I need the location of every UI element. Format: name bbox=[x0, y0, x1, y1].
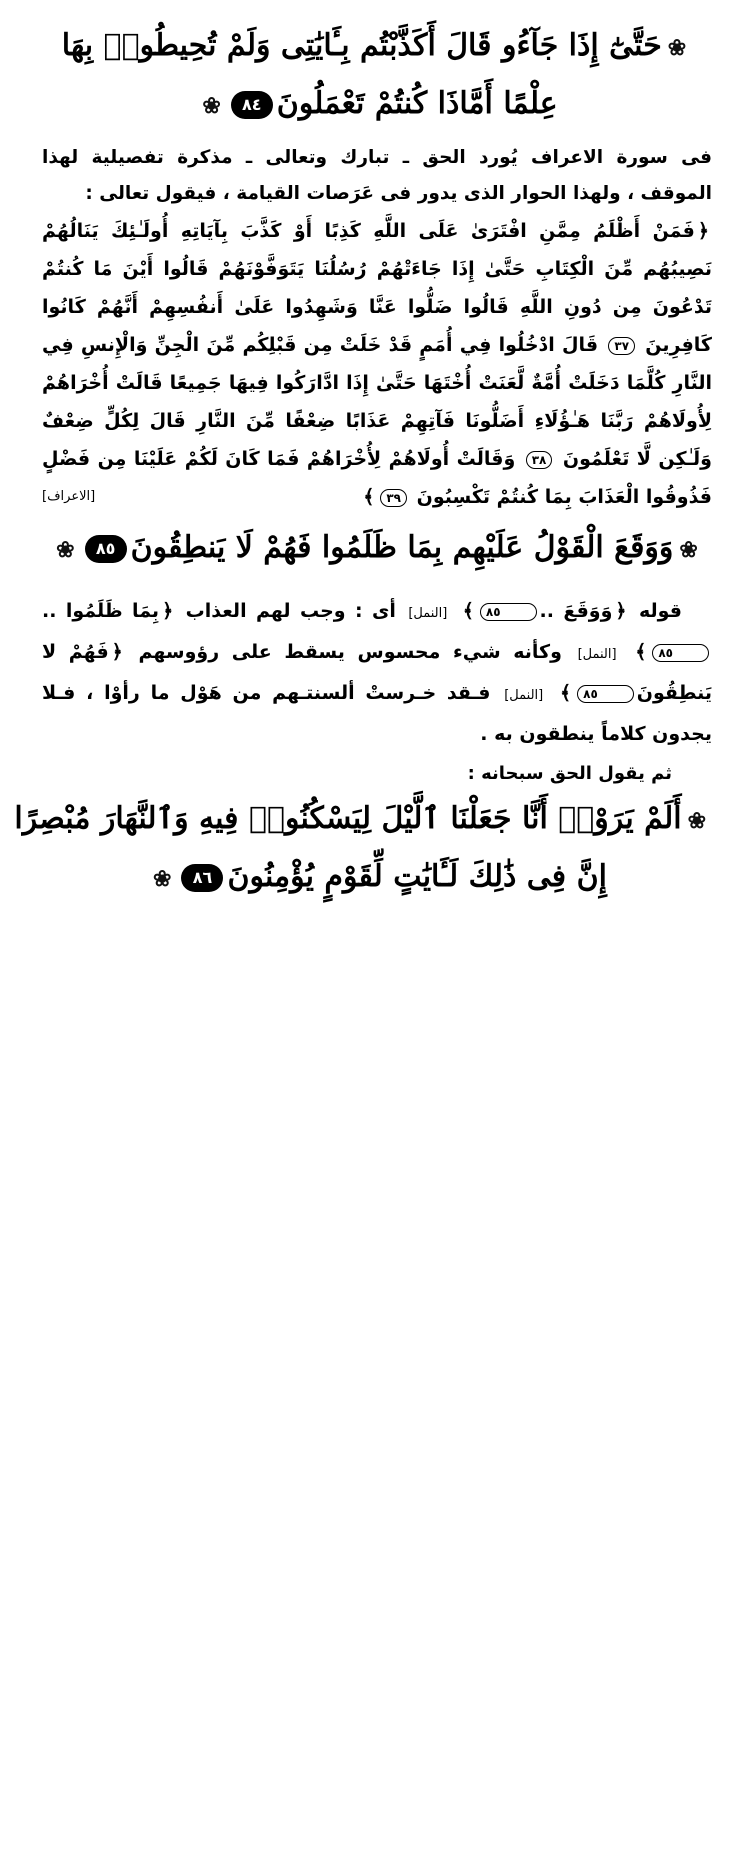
ornament-icon: ❀ bbox=[153, 866, 172, 892]
verse-86-block bbox=[14, 791, 712, 907]
ornament-icon: ❀ bbox=[56, 537, 75, 563]
brace-close: ﴾ bbox=[559, 682, 572, 704]
commentary-num-1: ٨٥ bbox=[480, 603, 537, 621]
verse-84-line-2 bbox=[42, 76, 712, 134]
ornament-icon: ❀ bbox=[679, 537, 698, 563]
commentary-num-3: ٨٥ bbox=[577, 685, 634, 703]
intro-paragraph: فى سورة الاعراف يُورد الحق ـ تبارك وتعالى ـ مذكرة تفصيلية لهذا الموقف ، ولهذا الحوار الذى يدور فى عَرَصات القيامة ، فيقول تعالى : bbox=[42, 147, 712, 204]
commentary-num-2: ٨٥ bbox=[652, 644, 709, 662]
verse-84-text-2: عِلْمًا أَمَّاذَا كُنتُمْ تَعْمَلُونَ bbox=[276, 86, 558, 121]
commentary-quote-1: وَوَقَعَ .. bbox=[539, 600, 613, 622]
commentary-quote-2: بِمَا ظَلَمُوا .. bbox=[42, 600, 160, 622]
commentary-word-1: قوله bbox=[638, 600, 682, 622]
verse-84-text-1: حَتَّىٰٓ إِذَا جَآءُو قَالَ أَكَذَّبْتُم بِـَٔايَٰتِى وَلَمْ تُحِيطُوا۟ بِهَا bbox=[61, 28, 662, 63]
commentary-tag-1: [النمل] bbox=[408, 606, 448, 621]
verse-85-line bbox=[42, 520, 712, 578]
brace-open: ﴿ bbox=[111, 641, 123, 663]
commentary-tag-3: [النمل] bbox=[504, 688, 544, 703]
verse-86-line-1 bbox=[14, 791, 712, 849]
brace-close: ﴾ bbox=[462, 600, 474, 622]
araf-quote bbox=[42, 212, 712, 516]
verse-84-number: ٨٤ bbox=[231, 91, 273, 119]
commentary-word-2: أى : وجب لهم العذاب bbox=[185, 600, 396, 622]
brace-open: ﴿ bbox=[162, 600, 174, 622]
verse-39-number: ٣٩ bbox=[380, 489, 407, 507]
araf-quote-part-1: فَمَنْ أَظْلَمُ مِمَّنِ افْتَرَىٰ عَلَى اللَّهِ كَذِبًا أَوْ كَذَّبَ بِآيَاتِهِ أُولَـٰئِكَ يَنَالُهُمْ نَصِيبُهُم مِّنَ الْكِتَابِ حَتَّىٰ إِذَا جَاءَتْهُمْ رُسُلُنَا يَتَوَفَّوْنَهُمْ قَالُوا أَيْنَ مَا كُنتُمْ تَدْعُونَ مِن دُونِ اللَّهِ قَالُوا ضَلُّوا عَنَّا وَشَهِدُوا عَلَىٰ أَنفُسِهِمْ أَنَّهُمْ كَانُوا كَافِرِينَ bbox=[42, 220, 712, 356]
verse-85-number: ٨٥ bbox=[85, 535, 127, 563]
commentary-word-3: وكأنه شيء محسوس يسقط على رؤوسهم bbox=[138, 641, 562, 663]
quote-open-brace: ﴿ bbox=[697, 220, 709, 242]
book-page bbox=[16, 8, 738, 998]
verse-84-line-1 bbox=[42, 18, 712, 76]
araf-quote-part-3: وَقَالَتْ أُولَاهُمْ لِأُخْرَاهُمْ فَمَا كَانَ لَكُمْ عَلَيْنَا مِن فَضْلٍ فَذُوقُوا الْعَذَابَ بِمَا كُنتُمْ تَكْسِبُونَ bbox=[42, 448, 712, 508]
commentary-word-4: فـقد خـرستْ ألسنتـهم من هَوْل ما رأوْا ، فـلا يجدون كلاماً ينطقون به . bbox=[42, 682, 712, 745]
commentary-quote-3: فَهُمْ لا يَنطِقُونَ bbox=[42, 641, 712, 704]
verse-85-text: وَوَقَعَ الْقَوْلُ عَلَيْهِم بِمَا ظَلَمُوا فَهُمْ لَا يَنطِقُونَ bbox=[130, 530, 674, 565]
ornament-icon: ❀ bbox=[202, 93, 221, 119]
commentary-tag-2: [النمل] bbox=[577, 647, 617, 662]
verse-86-number: ٨٦ bbox=[181, 864, 223, 892]
verse-86-text-1: أَلَمْ يَرَوْا۟ أَنَّا جَعَلْنَا ٱلَّيْلَ لِيَسْكُنُوا۟ فِيهِ وَٱلنَّهَارَ مُبْصِرًا bbox=[14, 801, 682, 836]
ornament-icon: ❀ bbox=[667, 35, 687, 61]
verse-86-line-2 bbox=[42, 849, 712, 907]
brace-open: ﴿ bbox=[615, 600, 627, 622]
verse-37-number: ٣٧ bbox=[608, 337, 635, 355]
araf-source-ref: [الاعراف] bbox=[42, 489, 96, 504]
verse-84-block bbox=[42, 18, 712, 134]
ornament-icon: ❀ bbox=[687, 808, 706, 834]
verse-85-block bbox=[42, 520, 712, 578]
brace-close: ﴾ bbox=[635, 641, 647, 663]
verse-86-text-2: إِنَّ فِى ذَٰلِكَ لَـَٔايَٰتٍ لِّقَوْمٍ يُؤْمِنُونَ bbox=[227, 859, 607, 894]
transition-line: ثم يقول الحق سبحانه : bbox=[467, 763, 672, 784]
verse-38-number: ٣٨ bbox=[526, 451, 553, 469]
commentary-paragraph bbox=[42, 592, 712, 753]
araf-quote-part-2: قَالَ ادْخُلُوا فِي أُمَمٍ قَدْ خَلَتْ مِن قَبْلِكُم مِّنَ الْجِنِّ وَالْإِنسِ فِي النَّارِ كُلَّمَا دَخَلَتْ أُمَّةٌ لَّعَنَتْ أُخْتَهَا حَتَّىٰ إِذَا ادَّارَكُوا فِيهَا جَمِيعًا قَالَتْ أُخْرَاهُمْ لِأُولَاهُمْ رَبَّنَا هَـٰؤُلَاءِ أَضَلُّونَا فَآتِهِمْ عَذَابًا ضِعْفًا مِّنَ النَّارِ قَالَ لِكُلٍّ ضِعْفٌ وَلَـٰكِن لَّا تَعْلَمُونَ bbox=[42, 334, 712, 470]
quote-close-brace: ﴾ bbox=[363, 486, 375, 508]
